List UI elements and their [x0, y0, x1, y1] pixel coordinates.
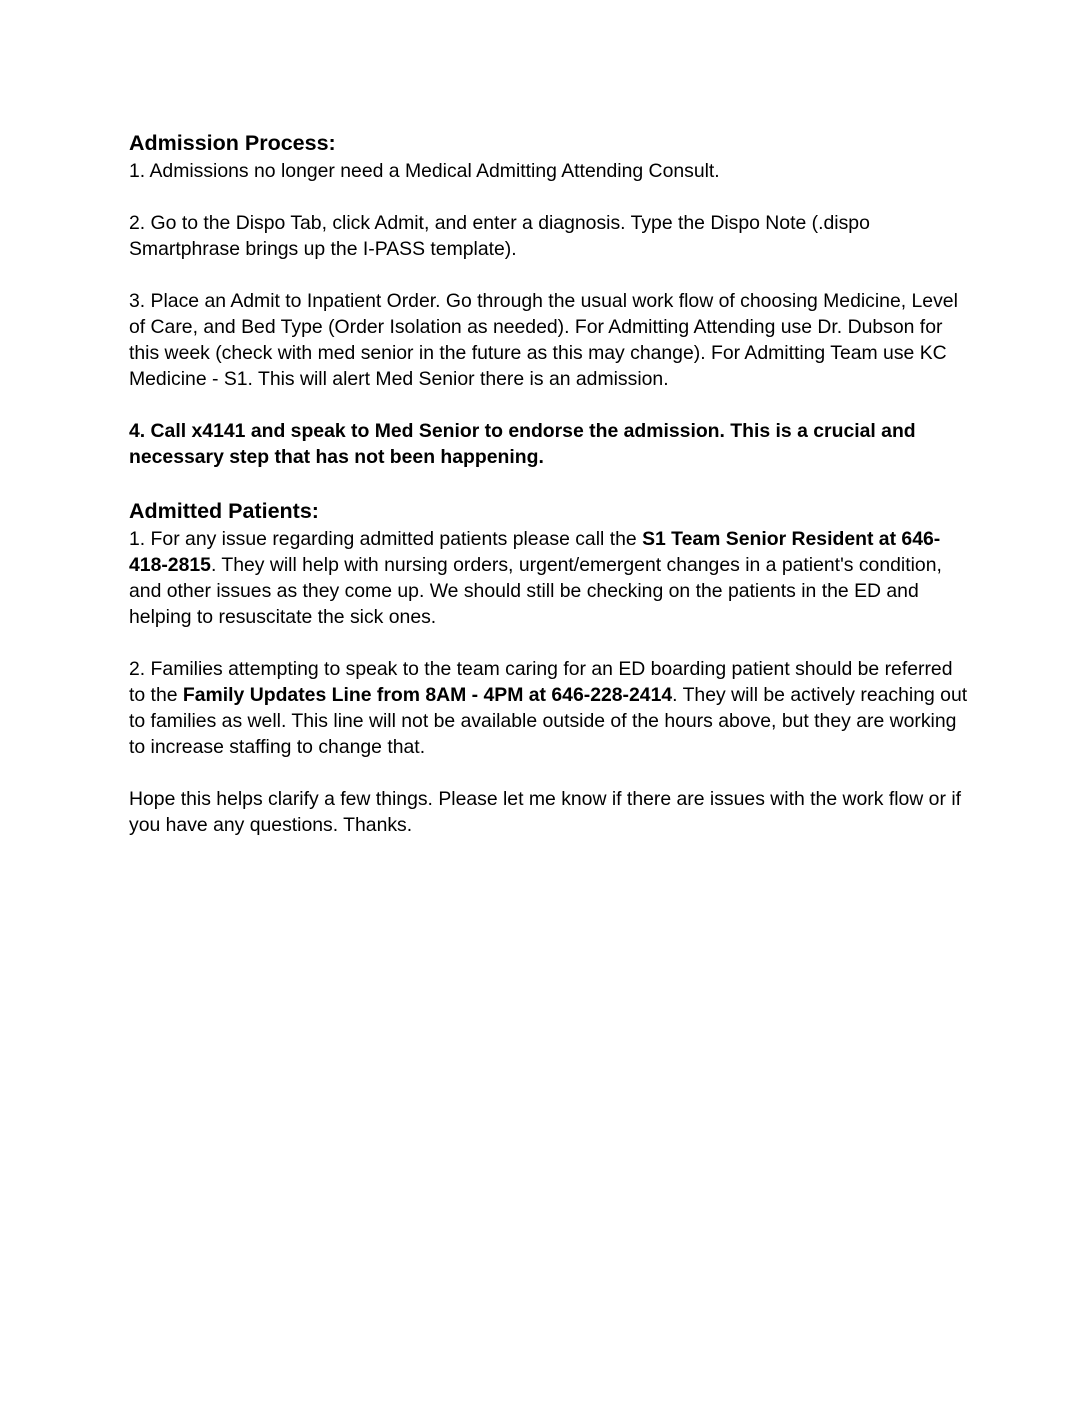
admitted-item-2: [129, 656, 969, 760]
admission-step-3: 3. Place an Admit to Inpatient Order. Go through the usual work flow of choosing Medicine, Level of Care, and Bed Type (Order Isolation as needed). For Admitting Attending use Dr. Dubson for this week (check with med senior in the future as this may change). For Admitting Team use KC Medicine - S1. This will alert Med Senior there is an admission.: [129, 290, 958, 390]
admission-step-2: 2. Go to the Dispo Tab, click Admit, and enter a diagnosis. Type the Dispo Note (.dispo Smartphrase brings up the I-PASS template).: [129, 212, 870, 260]
senior-resident-contact: S1 Team Senior Resident at 646-418-2815: [129, 528, 941, 576]
admitted-item-1-text: 1. For any issue regarding admitted patients please call the: [129, 528, 643, 550]
admitted-patients-heading: Admitted Patients:: [129, 499, 319, 523]
document-page: [129, 128, 969, 838]
admission-step-4: 4. Call x4141 and speak to Med Senior to endorse the admission. This is a crucial and necessary step that has not been happening.: [129, 420, 916, 468]
closing-note: Hope this helps clarify a few things. Please let me know if there are issues with the work flow or if you have any questions. Thanks.: [129, 788, 962, 836]
admission-step-1: 1. Admissions no longer need a Medical Admitting Attending Consult.: [129, 160, 720, 182]
admission-process-heading: Admission Process:: [129, 131, 336, 155]
admitted-item-1: [129, 526, 969, 630]
admitted-item-2-text: 2. Families attempting to speak to the team caring for an ED boarding patient should be referred to the: [129, 658, 953, 706]
admitted-item-2-rest: . They will be actively reaching out to families as well. This line will not be available outside of the hours above, but they are working to increase staffing to change that.: [129, 684, 968, 758]
family-updates-line-contact: Family Updates Line from 8AM - 4PM at 646-228-2414: [182, 684, 673, 706]
admitted-item-1-rest: . They will help with nursing orders, urgent/emergent changes in a patient's condition, and other issues as they come up. We should still be checking on the patients in the ED and helping to resuscitate the sick ones.: [129, 554, 942, 628]
